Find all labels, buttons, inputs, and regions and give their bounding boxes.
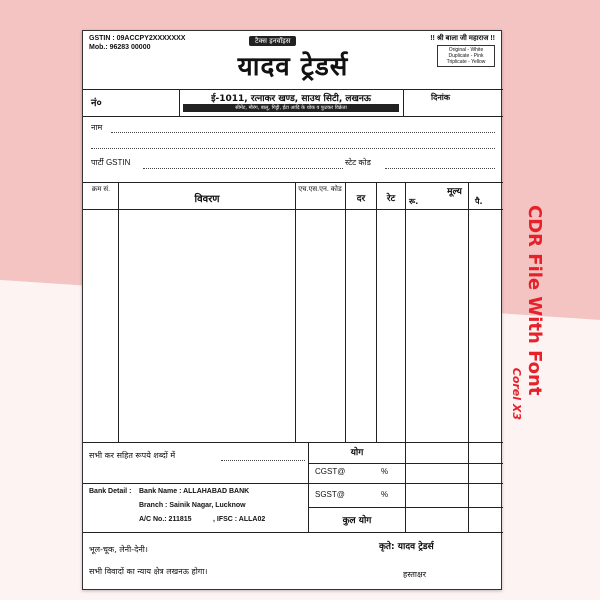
invoice-sheet [82,30,502,590]
side-caption-title: CDR File With Font [524,205,545,396]
total-label: योग [350,448,364,458]
bank-detail-label: Bank Detail : [89,488,132,495]
rate-header-2: रेट [386,194,396,204]
gstin-text: GSTIN : 09ACCPY2XXXXXXX [89,35,186,42]
jurisdiction-text: सभी विवादों का न्याय क्षेत्र लखनऊ होगा। [89,567,208,576]
side-caption [510,205,575,420]
copy-duplicate: Duplicate - Pink [448,53,484,59]
bank-branch: Branch : Sainik Nagar, Lucknow [139,502,246,509]
firm-name: यादव ट्रेडर्स [237,52,349,82]
tax-invoice-badge: टैक्स इनवॉइस [249,36,296,46]
invoice-number-label: नं० [91,98,102,109]
name-line[interactable] [111,132,495,133]
amount-in-words-label: सभी कर सहित रूपये शब्दों में [89,451,176,460]
side-caption-subtitle: Corel X3 [510,367,523,420]
name-label: नाम [91,123,103,132]
amount-in-words-line[interactable] [221,460,305,461]
cgst-percent: % [381,467,389,476]
mobile-text: Mob.: 96283 00000 [89,44,151,51]
copy-triplicate: Triplicate - Yellow [446,59,486,65]
address-text: ई-1011, रत्नाकर खण्ड, साउथ सिटी, लखनऊ [211,94,371,104]
signature-label: हस्ताक्षर [403,570,426,579]
hsn-header: एच.एस.एन. कोड [298,186,342,193]
bank-account: A/C No.: 211815 [139,516,192,523]
cgst-label: CGST@ [315,467,346,476]
sgst-percent: % [381,490,389,499]
state-code-line[interactable] [385,168,495,169]
grand-total-label: कुल योग [342,516,372,526]
party-gstin-label: पार्टी GSTIN [91,158,131,167]
invocation-text: !! श्री बाला जी महाराज !! [430,35,495,42]
state-code-label: स्टेट कोड [345,158,371,167]
paise-header: पै. [475,197,483,206]
amount-header: मूल्य [447,187,462,197]
bank-name: Bank Name : ALLAHABAD BANK [139,488,250,495]
for-firm-text: कृते: यादव ट्रेडर्स [379,542,434,552]
dealer-line: सीमेंट, मौरंग, बालू, गिट्टी, ईंटा आदि के थोक व फुटकर विक्रेता [183,104,399,112]
party-gstin-line[interactable] [143,168,343,169]
rate-header-1: दर [356,194,366,204]
sgst-label: SGST@ [315,490,345,499]
name-line-2[interactable] [91,148,495,149]
description-header: विवरण [194,194,220,205]
rupee-header: रू. [409,197,419,206]
bank-ifsc: , IFSC : ALLA02 [213,516,266,523]
serial-header: क्रम सं. [91,186,111,193]
errors-text: भूल-चूक, लेनी-देनी। [89,545,148,554]
date-label: दिनांक [431,93,450,102]
copy-original: Original - White [448,47,484,53]
